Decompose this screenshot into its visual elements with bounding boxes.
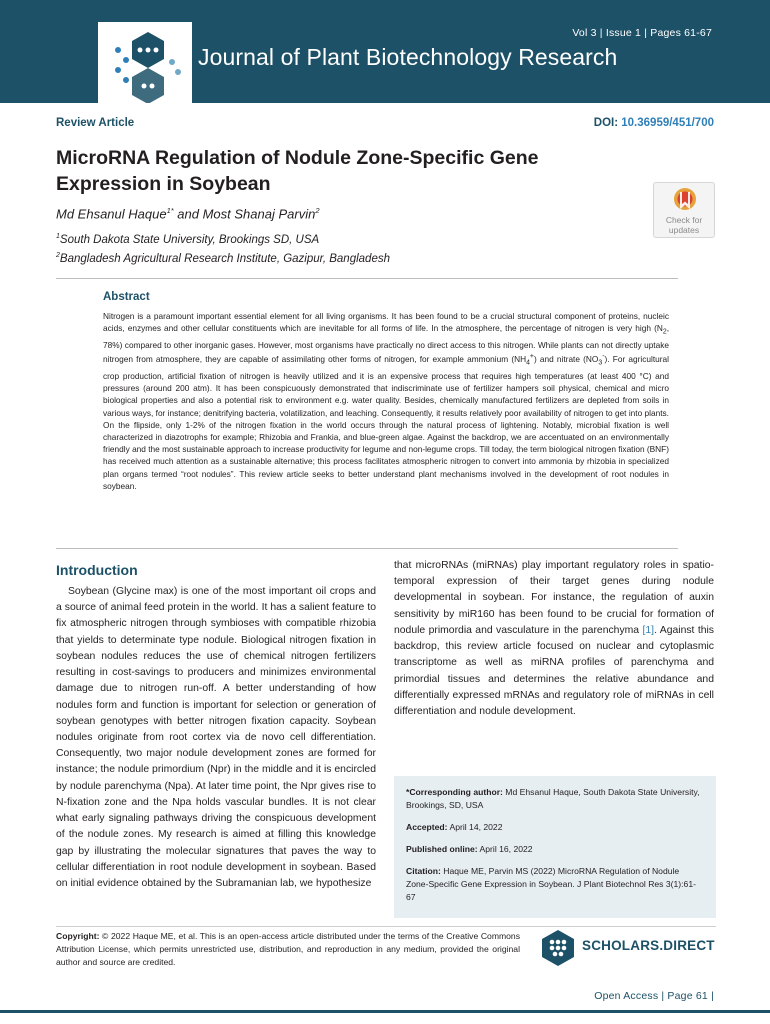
published-label: Published online: [406, 844, 478, 854]
scholars-direct-dots-icon [538, 928, 578, 968]
copyright-notice [56, 930, 520, 969]
journal-header-bar [0, 0, 770, 103]
citation-label: Citation: [406, 866, 441, 876]
citation [406, 865, 704, 904]
dots-hexagon-logo-icon [98, 22, 192, 103]
corresponding-author [406, 786, 704, 812]
author-2-sup: 2 [315, 206, 320, 215]
doi-label: DOI: [593, 117, 619, 129]
intro-col2-part-b: . Against this backdrop, this review article focused on nuclear and cytoplasmic transcriptome as well as miRNA profiles of parenchyma and primordial tissues and determines the relative abundance and differentially expressed mRNAs and regulatory role of miRNAs in cell differentiation and nodule development. [394, 624, 715, 717]
copyright-label: Copyright: [56, 931, 100, 941]
article-type: Review Article [56, 117, 135, 129]
journal-title: Journal of Plant Biotechnology Research [198, 44, 618, 70]
abstract-sup-2: + [529, 353, 534, 361]
abstract-part-3: ) and nitrate (NO [533, 354, 599, 365]
intro-column-2 [394, 558, 714, 720]
corr-text: Md Ehsanul Haque, South Dakota State University, Brookings, SD, USA [406, 787, 700, 810]
abstract-part-1: Nitrogen is a paramount important essential element for all living organisms. It has been found to be a crucial structural component of proteins, nucleic acids, enzymes and other cellular constituents which are inevitable for all forms of life. In the atmosphere, the percentage of nitrogen is very high (N [103, 311, 669, 334]
abstract-body [103, 310, 669, 492]
accepted-text: April 14, 2022 [447, 822, 503, 832]
page-footer: Open Access | Page 61 | [594, 990, 714, 1002]
check-for-updates-label: Check for updates [665, 215, 703, 235]
author-1-sup: 1* [166, 206, 174, 215]
intro-col2-part-a: that microRNAs (miRNAs) play important regulatory roles in spatio-temporal expression of their target genes during nodule developmental in soybean. For instance, the regulation of auxin sensitivity by miR160 has been found to be crucial for formation of nodule primordia and vasculature in the parenchyma [394, 560, 714, 636]
article-title: MicroRNA Regulation of Nodule Zone-Specific Gene Expression in Soybean [56, 147, 539, 195]
bookmark-check-icon [673, 187, 697, 215]
abstract-sup-3: - [602, 353, 605, 361]
affiliation-1 [56, 233, 319, 246]
aff-2-sup: 2 [56, 252, 60, 259]
copyright-text: © 2022 Haque ME, et al. This is an open-access article distributed under the terms of the Creative Commons Attribution License, which permits unrestricted use, distribution, and reproduction in any medium, provided the original author and source are credited. [56, 931, 520, 967]
article-info-box [394, 776, 716, 918]
abstract-part-2: , 78%) compared to other inorganic gases. However, most organisms have practically no direct access to this nitrogen. While plants can not directly uptake nitrogen from atmosphere, they are capable of assimilating other forms of nitrogen, for example ammonium (NH [103, 323, 669, 365]
check-for-updates-badge[interactable] [653, 182, 715, 238]
publisher-name: SCHOLARS.DIRECT [582, 938, 715, 953]
author-2: Most Shanaj Parvin [202, 206, 316, 222]
abstract-heading: Abstract [103, 291, 150, 303]
publisher-logo[interactable] [538, 926, 714, 968]
doi-link[interactable]: 10.36959/451/700 [621, 117, 714, 129]
introduction-heading: Introduction [56, 562, 138, 578]
aff-1-text: South Dakota State University, Brookings SD, USA [59, 233, 320, 246]
published-text: April 16, 2022 [477, 844, 533, 854]
authors [56, 206, 320, 221]
abstract-sub-2: 4 [526, 359, 530, 367]
footer-bar [0, 1010, 770, 1013]
divider [56, 278, 678, 279]
abstract-sub-3: 3 [598, 359, 603, 367]
corr-label: *Corresponding author: [406, 787, 503, 797]
abstract-part-4: ). For agricultural crop production, artificial fixation of nitrogen is heavily utilized and it is an expensive process that requires high temperatures (at least 400 °C) and pressures (around 200 atm). It has been conspicuously demonstrated that indiscriminate use of fertilizer hampers soil physical, chemical and micro biological properties and also a potential risk to environment e.g. water quality. Besides, chemically manufactured fertilizers are depleted from soils in various ways, for instance; denitrifying bacteria, volatilization, and leaching. Consequently, it results relatively poor availability of nitrogen to get into plants. On the flipside, only 1-2% of the nitrogen fixation in the world occurs through the natural process of lightening. Notably, microbial fixation is well characterized in diazotrophs for example; Rhizobia and Frankia, and blue-green algae. Against the backdrop, we are accentuated on an environmentally friendly and the most sustainable approach to increase productivity for legume and non-legume crops. Till today, the term biological nitrogen fixation (BNF) has received much attention as a sustainable alternative; this process facilitates atmospheric nitrogen to convert into ammonia by rhizobia in specialized plan organs termed “root nodules”. This review article seeks to better understand plant mechanisms involved in the development of root nodules in soybean. [103, 354, 669, 491]
aff-2-text: Bangladesh Agricultural Research Institute, Gazipur, Bangladesh [59, 252, 390, 265]
affiliation-2 [56, 252, 390, 265]
author-join: and [173, 206, 203, 222]
intro-column-1: Soybean (Glycine max) is one of the most important oil crops and a source of animal feed protein in the world. It has a salient feature to fix atmospheric nitrogen through symbioses with compatible rhizobia that yields to determinate type nodule. Biological nitrogen fixation in soybean nodules reduces the use of chemical nitrogen fertilizers resulting in cost-savings to producers and minimizes environmental damage due to nitrogen run-off. A better understanding of how nodules form and function is important for selection or generation of soybean genotypes with better nitrogen fixation capacity. Soybean nodules originate from root cortex via de novo cell differentiation. Consequently, two major nodule development zones are formed for instance; the nodule primordium (Npr) in the middle and it is encircled by nodule parenchyma (Npa). At later time point, the Npr gives rise to N-fixation zone and the Npa holds vascular bundles. It is not clear what early signaling pathways driving the conspicuous development of the nodule zones. My research is aimed at filling this knowledge gap by illustrating the molecular signatures that paves the way to cellular differentiation in root nodule development in soybean. Based on initial evidence obtained by the Subramanian lab, we hypothesize [56, 586, 376, 889]
citation-text: Haque ME, Parvin MS (2022) MicroRNA Regulation of Nodule Zone-Specific Gene Expression in Soybean. J Plant Biotechnol Res 3(1):61-67 [406, 866, 696, 902]
issue-info: Vol 3 | Issue 1 | Pages 61-67 [572, 27, 712, 39]
abstract-sub-1: 2 [662, 328, 667, 336]
author-1: Md Ehsanul Haque [56, 206, 167, 222]
accepted-label: Accepted: [406, 822, 448, 832]
accepted-date [406, 821, 704, 834]
published-date [406, 843, 704, 856]
divider [56, 548, 678, 549]
aff-1-sup: 1 [56, 233, 60, 240]
reference-link[interactable]: [1] [642, 624, 655, 636]
doi [594, 117, 714, 129]
